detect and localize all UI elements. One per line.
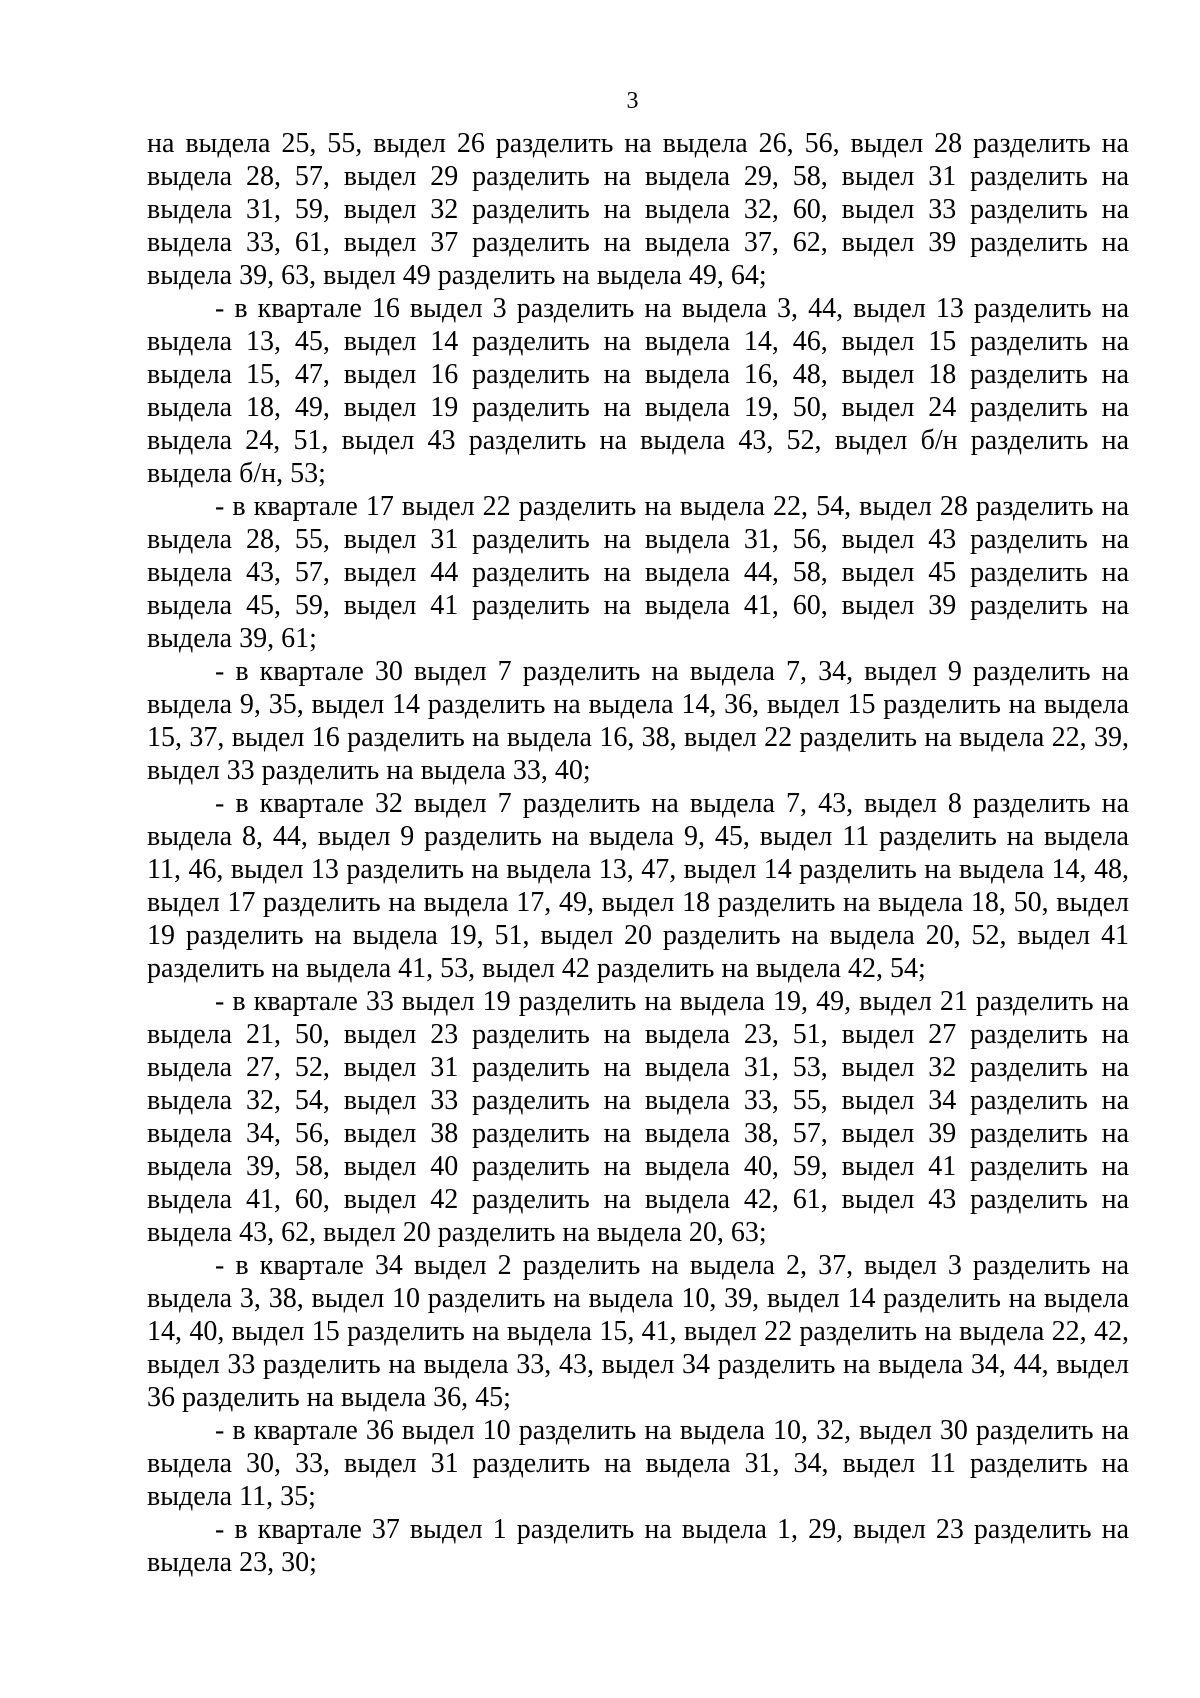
paragraph-quarter-37: - в квартале 37 выдел 1 разделить на выдела 1, 29, выдел 23 разделить на выдела 23, 30;	[147, 1514, 1129, 1578]
page-number: 3	[626, 88, 639, 114]
paragraph-quarter-17: - в квартале 17 выдел 22 разделить на выдела 22, 54, выдел 28 разделить на выдела 28, 55, выдел 31 разделить на выдела 31, 56, выдел 43 разделить на выдела 43, 57, выдел 44 разделить на выдела 44, 58, выдел 45 разделить на выдела 45, 59, выдел 41 разделить на выдела 41, 60, выдел 39 разделить на выдела 39, 61;	[147, 491, 1129, 654]
paragraph-quarter-33: - в квартале 33 выдел 19 разделить на выдела 19, 49, выдел 21 разделить на выдела 21, 50, выдел 23 разделить на выдела 23, 51, выдел 27 разделить на выдела 27, 52, выдел 31 разделить на выдела 31, 53, выдел 32 разделить на выдела 32, 54, выдел 33 разделить на выдела 33, 55, выдел 34 разделить на выдела 34, 56, выдел 38 разделить на выдела 38, 57, выдел 39 разделить на выдела 39, 58, выдел 40 разделить на выдела 40, 59, выдел 41 разделить на выдела 41, 60, выдел 42 разделить на выдела 42, 61, выдел 43 разделить на выдела 43, 62, выдел 20 разделить на выдела 20, 63;	[147, 986, 1129, 1248]
paragraph-quarter-34: - в квартале 34 выдел 2 разделить на выдела 2, 37, выдел 3 разделить на выдела 3, 38, выдел 10 разделить на выдела 10, 39, выдел 14 разделить на выдела 14, 40, выдел 15 разделить на выдела 15, 41, выдел 22 разделить на выдела 22, 42, выдел 33 разделить на выдела 33, 43, выдел 34 разделить на выдела 34, 44, выдел 36 разделить на выдела 36, 45;	[147, 1250, 1129, 1413]
document-body	[147, 127, 1129, 1579]
paragraph-quarter-36: - в квартале 36 выдел 10 разделить на выдела 10, 32, выдел 30 разделить на выдела 30, 33, выдел 31 разделить на выдела 31, 34, выдел 11 разделить на выдела 11, 35;	[147, 1415, 1129, 1512]
paragraph-quarter-30: - в квартале 30 выдел 7 разделить на выдела 7, 34, выдел 9 разделить на выдела 9, 35, выдел 14 разделить на выдела 14, 36, выдел 15 разделить на выдела 15, 37, выдел 16 разделить на выдела 16, 38, выдел 22 разделить на выдела 22, 39, выдел 33 разделить на выдела 33, 40;	[147, 656, 1129, 786]
paragraph-quarter-32: - в квартале 32 выдел 7 разделить на выдела 7, 43, выдел 8 разделить на выдела 8, 44, выдел 9 разделить на выдела 9, 45, выдел 11 разделить на выдела 11, 46, выдел 13 разделить на выдела 13, 47, выдел 14 разделить на выдела 14, 48, выдел 17 разделить на выдела 17, 49, выдел 18 разделить на выдела 18, 50, выдел 19 разделить на выдела 19, 51, выдел 20 разделить на выдела 20, 52, выдел 41 разделить на выдела 41, 53, выдел 42 разделить на выдела 42, 54;	[147, 788, 1129, 984]
paragraph-continuation: на выдела 25, 55, выдел 26 разделить на выдела 26, 56, выдел 28 разделить на выдела 28, 57, выдел 29 разделить на выдела 29, 58, выдел 31 разделить на выдела 31, 59, выдел 32 разделить на выдела 32, 60, выдел 33 разделить на выдела 33, 61, выдел 37 разделить на выдела 37, 62, выдел 39 разделить на выдела 39, 63, выдел 49 разделить на выдела 49, 64;	[147, 128, 1129, 291]
paragraph-quarter-16: - в квартале 16 выдел 3 разделить на выдела 3, 44, выдел 13 разделить на выдела 13, 45, выдел 14 разделить на выдела 14, 46, выдел 15 разделить на выдела 15, 47, выдел 16 разделить на выдела 16, 48, выдел 18 разделить на выдела 18, 49, выдел 19 разделить на выдела 19, 50, выдел 24 разделить на выдела 24, 51, выдел 43 разделить на выдела 43, 52, выдел б/н разделить на выдела б/н, 53;	[147, 293, 1129, 489]
